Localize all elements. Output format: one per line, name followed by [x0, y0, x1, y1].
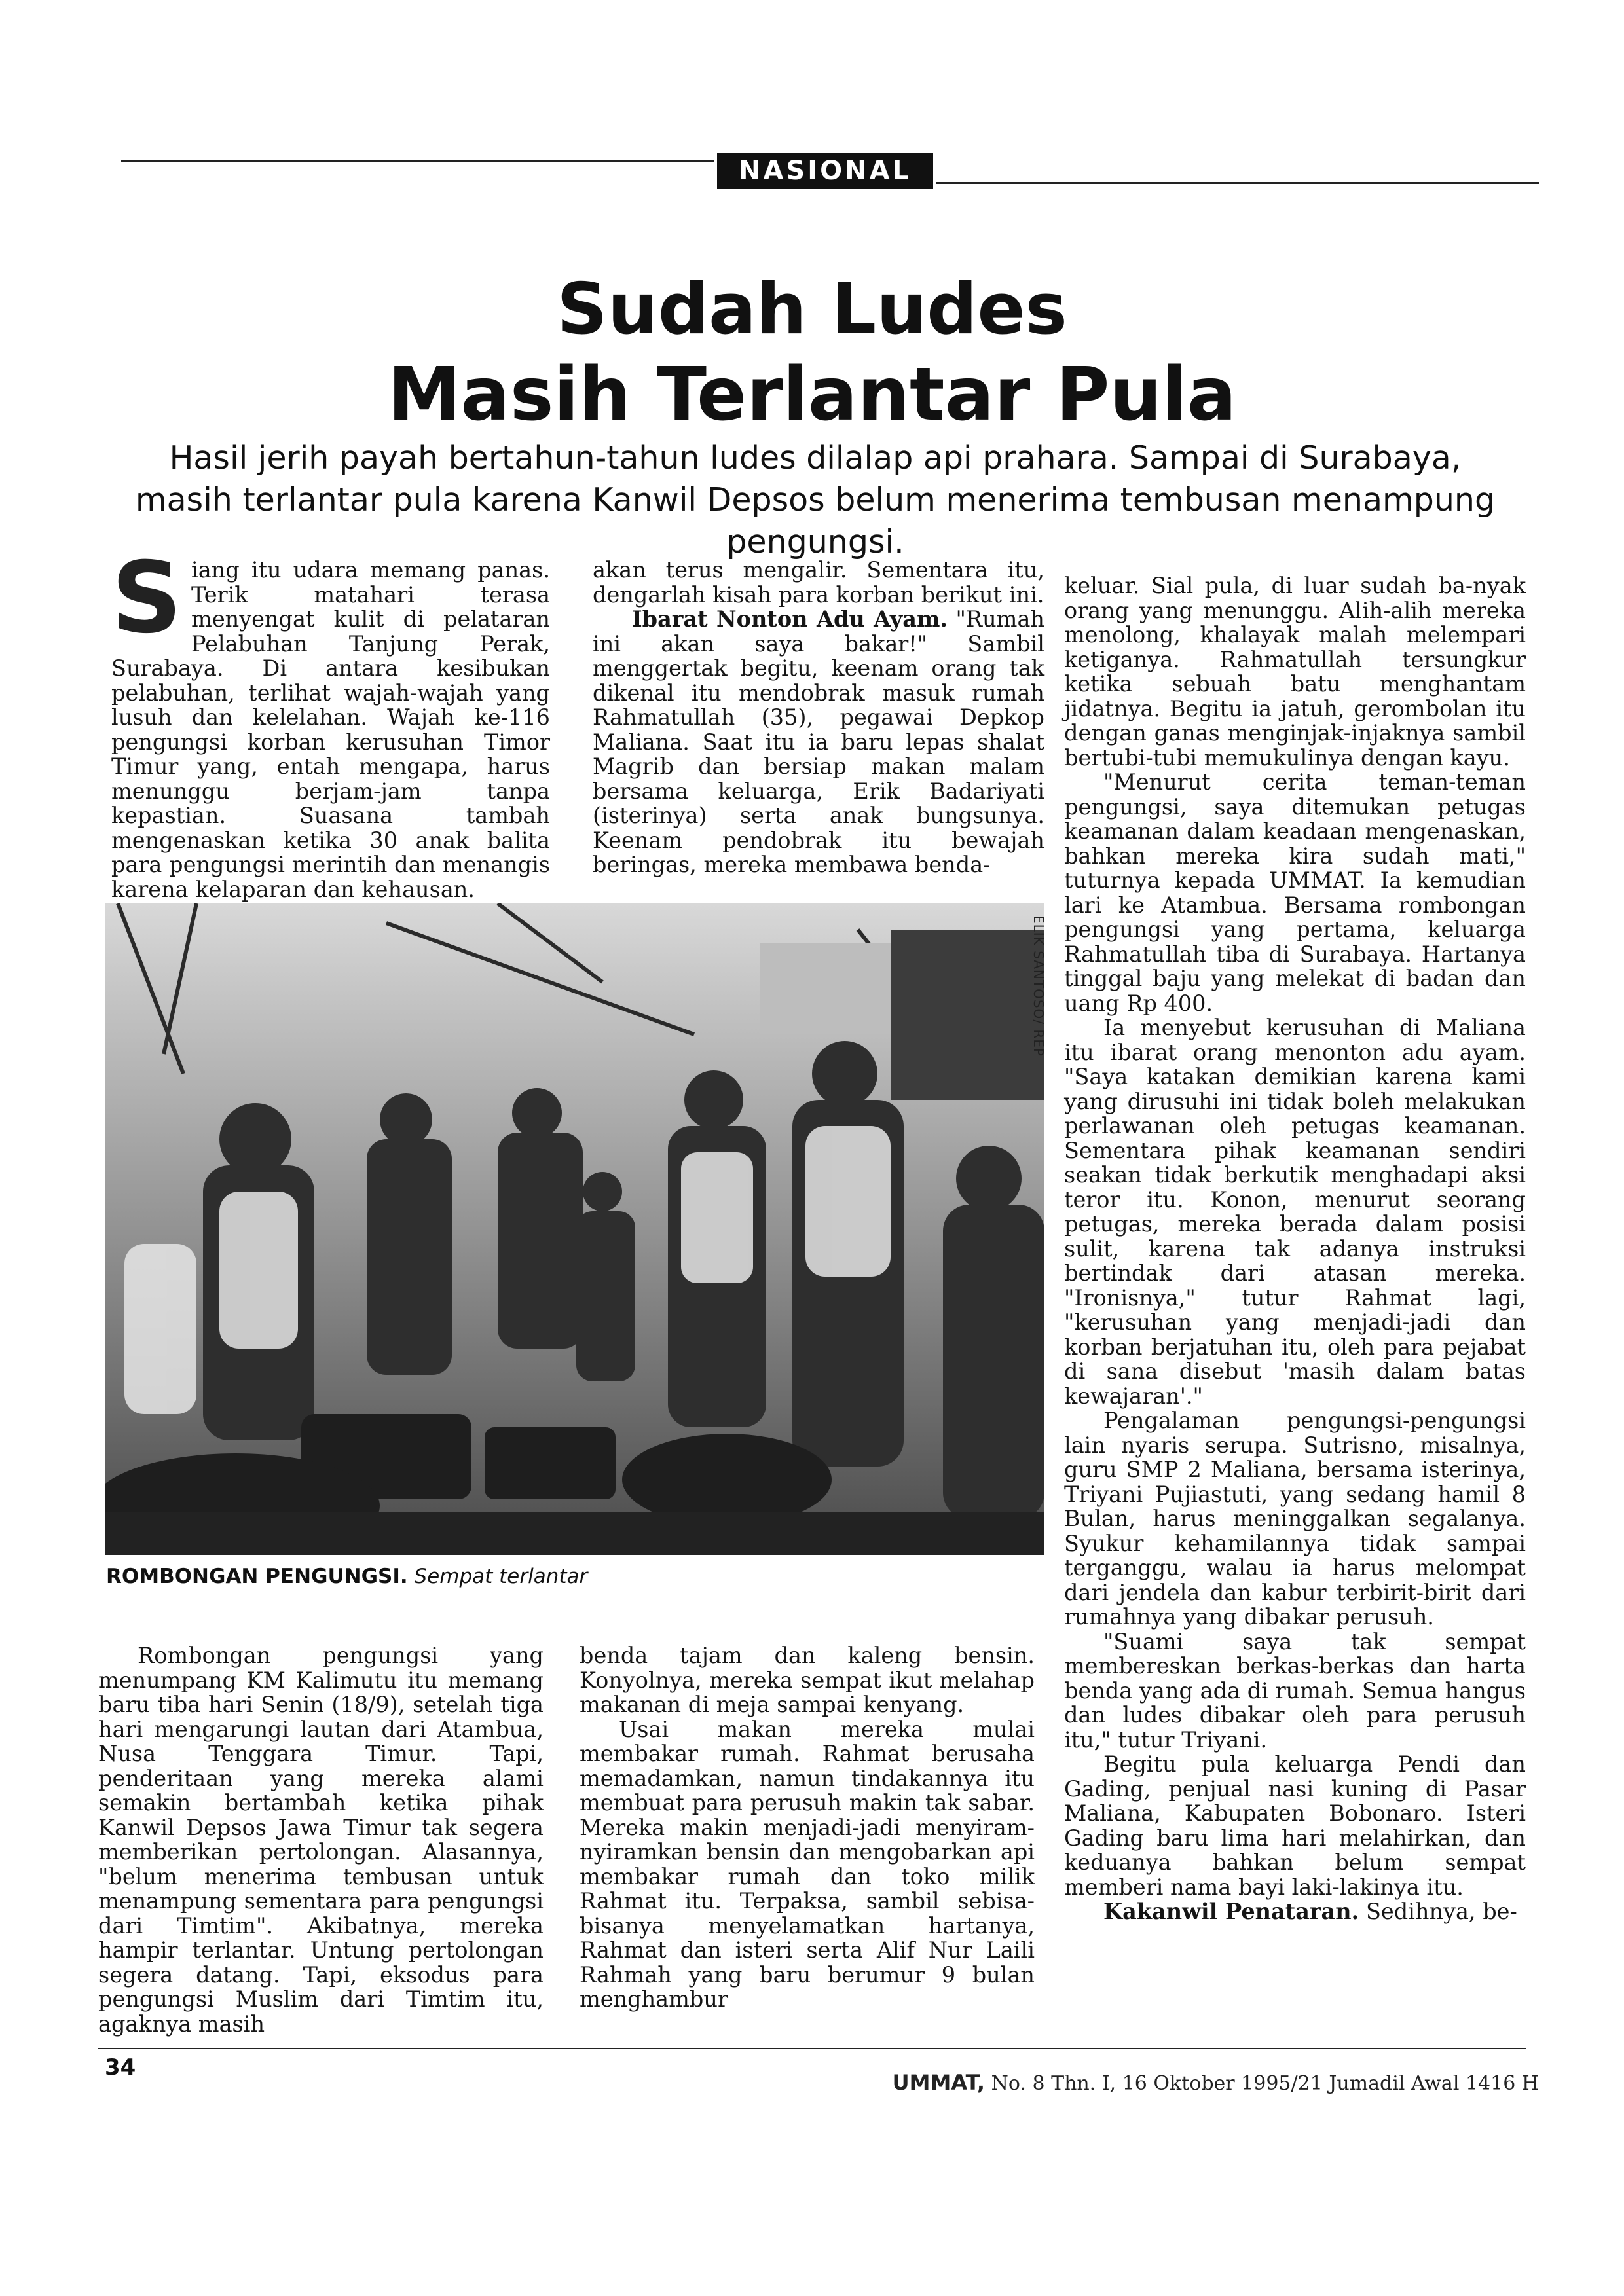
column-1-top: [111, 541, 550, 902]
footer-rule: [98, 2048, 1526, 2049]
photo-credit: ELIK SANTOSO/ REP: [1031, 915, 1046, 1057]
subhead-ibarat: Ibarat Nonton Adu Ayam.: [632, 606, 948, 632]
col3-paragraph-5: "Suami saya tak sempat membereskan berkas-berkas dan harta benda yang ada di rumah. Semua hangus dan ludes dibakar oleh para perusuh itu," tutur Triyani.: [1064, 1628, 1526, 1753]
col2b-paragraph-1: benda tajam dan kaleng bensin. Konyolnya, mereka sempat ikut melahap makanan di meja sampai kenyang.: [580, 1643, 1035, 1717]
caption-bold: ROMBONGAN PENGUNGSI.: [106, 1565, 408, 1588]
col2-paragraph-1: akan terus mengalir. Sementara itu, dengarlah kisah para korban berikut ini.: [593, 557, 1044, 608]
footer-masthead: [893, 2070, 1539, 2095]
headline-line-1: Sudah Ludes: [557, 268, 1067, 350]
lead-paragraph: [111, 541, 550, 902]
col3-paragraph-4: Pengalaman pengungsi-pengungsi lain nyaris serupa. Sutrisno, misalnya, guru SMP 2 Maliana, bersama isterinya, Triyani Pujiastuti, yang sedang hamil 8 Bulan, harus meninggalkan segalanya. Syukur kehamilannya tidak sampai terganggu, walau ia harus melompat dari jendela dan kabur terbirit-birit dari rumahnya yang dibakar perusuh.: [1064, 1408, 1526, 1630]
col3-paragraph-6: Begitu pula keluarga Pendi dan Gading, penjual nasi kuning di Pasar Maliana, Kabupaten Bobonaro. Isteri Gading baru lima hari melahirkan, dan keduanya bahkan belum sempat memberi nama bayi laki-lakinya itu.: [1064, 1751, 1526, 1900]
deck: Hasil jerih payah bertahun-tahun ludes dilalap api prahara. Sampai di Surabaya, masih terlantar pula karena Kanwil Depsos belum menerima tembusan menampung pengungsi.: [135, 439, 1496, 560]
col2-paragraph-2: [593, 607, 1044, 877]
caption-italic: Sempat terlantar: [414, 1565, 588, 1588]
column-3: [1064, 574, 1526, 1924]
column-2-top: [593, 558, 1044, 877]
dropcap: S: [111, 541, 183, 655]
photo-refugees: [105, 903, 1044, 1555]
col1b-paragraph-1: Rombongan pengungsi yang menumpang KM Kalimutu itu memang baru tiba hari Senin (18/9), setelah tiga hari mengarungi lautan dari Atambua, Nusa Tenggara Timur. Tapi, penderitaan yang mereka alami semakin bertambah ketika pihak Kanwil Depsos Jawa Timur tak segera memberikan pertolongan. Alasannya, "belum menerima tembusan untuk menampung sementara para pengungsi dari Timtim". Akibatnya, mereka hampir terlantar. Untung pertolongan segera datang. Tapi, eksodus para pengungsi Muslim dari Timtim itu, agaknya masih: [98, 1643, 544, 2037]
issue-info: No. 8 Thn. I, 16 Oktober 1995/21 Jumadil Awal 1416 H: [991, 2072, 1539, 2095]
headline-line-2: Masih Terlantar Pula: [387, 352, 1237, 437]
col3-paragraph-3: Ia menyebut kerusuhan di Maliana itu ibarat orang menonton adu ayam. "Saya katakan demikian karena kami yang dirusuhi ini tidak boleh melakukan perlawanan oleh petugas keamanan. Sementara pihak keamanan sendiri seakan tidak berkutik menghadapi aksi teror itu. Konon, menurut seorang petugas, mereka berada dalam posisi sulit, karena tak adanya instruksi bertindak dari atasan mereka. "Ironisnya," tutur Rahmat lagi, "kerusuhan yang menjadi-jadi dan korban berjatuhan itu, oleh para pejabat di sana disebut 'masih dalam batas kewajaran'.": [1064, 1015, 1526, 1409]
column-1-bottom: [98, 1643, 544, 2036]
subhead-kakanwil: Kakanwil Penataran.: [1103, 1899, 1359, 1924]
page-number: 34: [105, 2054, 136, 2081]
section-label: NASIONAL: [717, 153, 933, 189]
header-rule-right: [936, 182, 1539, 184]
col3-paragraph-2: "Menurut cerita teman-teman pengungsi, saya ditemukan petugas keamanan dalam keadaan mengenaskan, bahkan mereka kira sudah mati," tuturnya kepada UMMAT. Ia kemudian lari ke Atambua. Bersama rombongan pengungsi yang pertama, keluarga Rahmatullah tiba di Surabaya. Hartanya tinggal baju yang melekat di badan dan uang Rp 400.: [1064, 769, 1526, 1016]
lead-paragraph-text: iang itu udara memang panas. Terik matahari terasa menyengat kulit di pelataran Pelabuhan Tanjung Perak, Surabaya. Di antara kesibukan pelabuhan, terlihat wajah-wajah yang lusuh dan kelelahan. Wajah ke-116 pengungsi korban kerusuhan Timor Timur yang, entah mengapa, harus menunggu berjam-jam tanpa kepastian. Suasana tambah mengenaskan ketika 30 anak balita para pengungsi merintih dan menangis karena kelaparan dan kehausan.: [111, 557, 550, 902]
header-rule-left: [121, 160, 714, 162]
col3-paragraph-7: [1064, 1899, 1526, 1924]
photo-caption: [106, 1565, 892, 1588]
masthead-name: UMMAT,: [892, 2070, 986, 2095]
photo-illustration: [105, 903, 1044, 1555]
col3-paragraph-7-text: Sedihnya, be-: [1365, 1899, 1517, 1924]
column-2-bottom: [580, 1643, 1035, 2012]
col3-paragraph-1: keluar. Sial pula, di luar sudah ba-nyak orang yang menunggu. Alih-alih mereka menolong, khalayak malah melempari ketiganya. Rahmatullah tersungkur ketika sebuah batu menghantam jidatnya. Begitu ia jatuh, gerombolan itu dengan ganas menginjak-injaknya sambil bertubi-tubi memukulinya dengan kayu.: [1064, 573, 1526, 771]
col2-paragraph-2-text: "Rumah ini akan saya bakar!" Sambil menggertak begitu, keenam orang tak dikenal itu mendobrak masuk rumah Rahmatullah (35), pegawai Depkop Maliana. Saat itu ia baru lepas shalat Magrib dan bersiap makan malam bersama keluarga, Erik Badariyati (isterinya) serta anak bungsunya. Keenam pendobrak itu bewajah beringas, mereka membawa benda-: [593, 606, 1044, 877]
col2b-paragraph-2: Usai makan mereka mulai membakar rumah. Rahmat berusaha memadamkan, namun tindakannya itu membuat para perusuh makin tak sabar. Mereka makin menjadi-jadi menyiram-nyiramkan bensin dan mengobarkan api membakar rumah dan toko milik Rahmat itu. Terpaksa, sambil sebisa-bisanya menyelamatkan hartanya, Rahmat dan isteri serta Alif Nur Laili Rahmah yang baru berumur 9 bulan menghambur: [580, 1716, 1035, 2012]
headline: [157, 267, 1467, 437]
